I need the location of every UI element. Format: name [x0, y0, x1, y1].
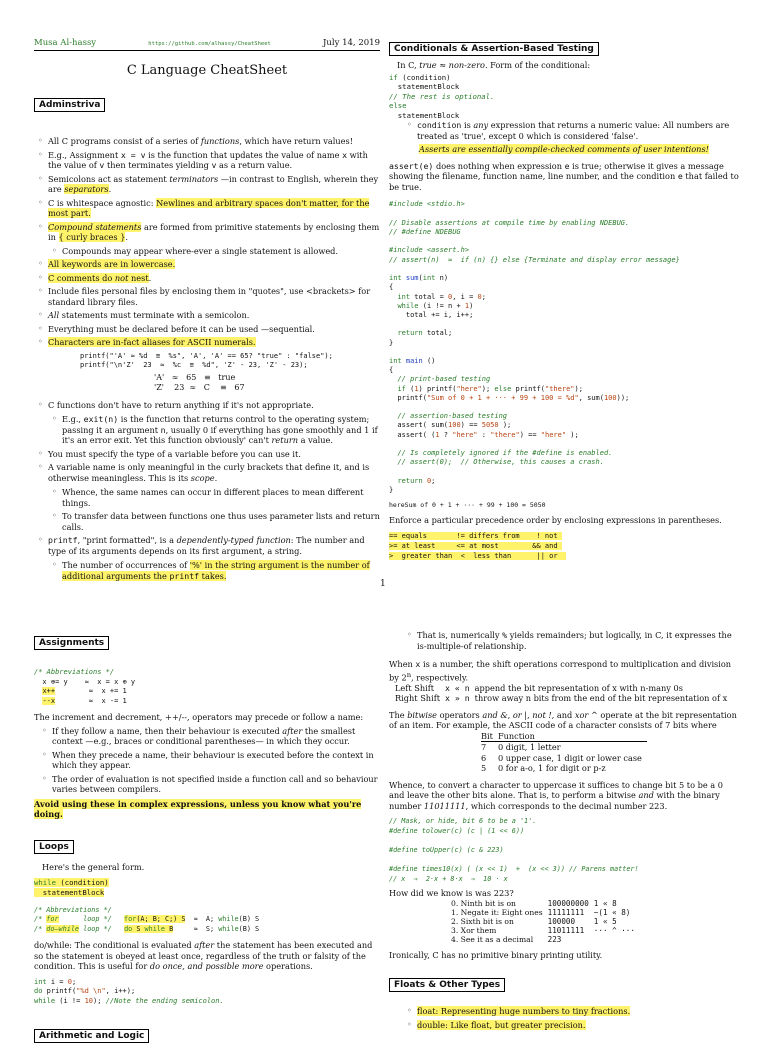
list-item: ◦ All statements must terminate with a semicolon. — [48, 310, 380, 321]
conditional-intro: In C, true ≈ non-zero. Form of the conditional: — [397, 60, 591, 70]
assert-example-code: #include <stdio.h> // Disable assertions at compile time by enabling NDEBUG. // #define NDEBUG #include <assert.h> // assert(n) ≈ if (n) {} else {Terminate and display error message} int sum(int n) { int total = 0, i = 0; while (i != n + 1) total += i, i++; return total; } int main () { // print-based testing if (1) printf("here"); else printf("there"); printf("Sum of 0 + 1 + ··· + 99 + 100 = %d", sum(100)); // assertion-based testing assert( sum(100) == 5050 ); assert( (1 ? "here" : "there") == "here" ); // Is completely ignored if the #define is enabled. // assert(0); // Otherwise, this causes a crash. return 0; } — [389, 200, 680, 494]
list-item: ◦ E.g., exit(n) is the function that returns control to the operating system; passing it an argument n, usually 0 if everything has gone smoothly and 1 if it's an error exit. Yet this function obviously' can't return a value. — [62, 414, 380, 446]
binary-printing-note: Ironically, C has no primitive binary printing utility. — [389, 949, 603, 960]
adminstriva-list — [34, 136, 380, 348]
table-row: 3. Xor them 11011111 ··· ^ ··· — [451, 925, 635, 935]
condition-note — [403, 120, 739, 141]
modulo-note — [403, 630, 739, 651]
list-item: ◦ float: Representing huge numbers to tiny fractions. — [417, 1006, 739, 1017]
increment-list — [38, 726, 380, 795]
section-heading-floats: Floats & Other Types — [389, 978, 505, 992]
list-item: ◦ Semicolons act as statement terminators —in contrast to English, wherein they are separators. — [48, 174, 380, 195]
table-row: 0. Ninth bit is on 100000000 1 « 8 — [451, 898, 617, 908]
precedence-note: Enforce a particular precedence order by enclosing expressions in parentheses. — [389, 514, 722, 525]
section-heading-arithmetic: Arithmetic and Logic — [34, 1029, 149, 1043]
repo-link[interactable]: https://github.com/alhassy/CheatSheet — [148, 41, 271, 47]
list-item: ◦ All keywords are in lowercase. — [48, 259, 380, 270]
list-item: ◦ double: Like float, but greater precision. — [417, 1020, 739, 1031]
list-item: ◦ Include files personal files by enclosing them in "quotes", use <brackets> for standard library files. — [48, 286, 380, 307]
operator-table: == equals != differs from ! not >= at least <= at most && and > greater than < less than || or — [389, 532, 567, 561]
list-item: ◦ C comments do not nest. — [48, 273, 380, 284]
section-heading-conditionals: Conditionals & Assertion-Based Testing — [389, 42, 599, 56]
list-item: ◦ The order of evaluation is not specified inside a function call and so behaviour varies between compilers. — [52, 774, 380, 795]
avoid-warning: Avoid using these in complex expressions, unless you know what you're doing. — [34, 798, 362, 820]
list-item: ◦ printf, "print formatted", is a dependently-typed function: The number and type of its arguments depends on its first argument, a string. ◦ The number of occurrences of '%' in the string argument is the number of additional arguments the printf takes. — [48, 535, 380, 581]
steps-table — [451, 899, 640, 944]
table-row: 4. See it as a decimal 223 — [451, 934, 562, 944]
list-item: ◦ Characters are in-fact aliases for ASCII numerals. — [48, 337, 380, 348]
left-column — [34, 38, 380, 584]
section-heading-adminstriva: Adminstriva — [34, 98, 105, 112]
list-item: ◦ C is whitespace agnostic: Newlines and arbitrary spaces don't matter, for the most part. — [48, 198, 380, 219]
section-heading-assignments: Assignments — [34, 636, 109, 650]
right-column — [389, 36, 739, 561]
table-row: Left Shift x « n append the bit representation of x with n-many 0s — [395, 682, 683, 693]
author: Musa Al-hassy — [34, 38, 97, 48]
list-item: ◦ condition is any expression that returns a numeric value: All numbers are treated as 'true', except 0 which is considered 'false'. — [417, 120, 739, 141]
page-2 — [0, 612, 768, 1041]
conditional-code: if (condition) statementBlock // The rest is optional. else statementBlock — [389, 72, 495, 120]
table-row: Right Shift x » n throw away n bits from the end of the bit representation of x — [395, 693, 728, 704]
loops-intro: Here's the general form. — [42, 861, 145, 872]
list-item: ◦ All C programs consist of a series of functions, which have return values! — [48, 136, 380, 147]
dowhile-code: int i = 0; do printf("%d \n", i++); while (i != 10); //Note the ending semicolon. — [34, 977, 224, 1006]
shift-intro: When x is a number, the shift operations correspond to multiplication and division by 2$^n$, respectively. — [389, 659, 732, 683]
section-heading-loops: Loops — [34, 840, 74, 854]
assert-callout: Asserts are essentially compile-checked comments of user intentions! — [419, 144, 709, 155]
assignment-abbrev-code: /* Abbreviations */ x ⊕= y ≈ x = x ⊕ y x++ ≈ x += 1 --x ≈ x -= 1 — [34, 668, 136, 705]
left-column-2 — [34, 630, 380, 1043]
page-title: C Language CheatSheet — [126, 63, 288, 78]
header-bar — [34, 38, 380, 51]
bit-table — [481, 731, 647, 774]
list-item: ◦ E.g., Assignment x = v is the function that updates the value of name x with the value of v then terminates yielding v as a return value. — [48, 150, 380, 171]
loop-abbrev-code: /* Abbreviations */ /* for loop */ for(A; B; C;) S ≈ A; while(B) S /* do–while loop */ do S while B ≈ S; while(B) S — [34, 905, 260, 933]
page-number: 1 — [380, 579, 386, 589]
adminstriva-list-2 — [34, 400, 380, 582]
right-column-2 — [389, 630, 739, 1033]
list-item: ◦ To transfer data between functions one thus uses parameter lists and return calls. — [62, 511, 380, 532]
list-item: ◦ Everything must be declared before it can be used —sequential. — [48, 324, 380, 335]
table-row: 1. Negate it: Eight ones 11111111 ~(1 « 8) — [451, 907, 631, 917]
list-item: ◦ The number of occurrences of '%' in the string argument is the number of additional arguments the printf takes. — [62, 560, 380, 581]
list-item: ◦ Whence, the same names can occur in different places to mean different things. — [62, 487, 380, 508]
list-item: ◦ You must specify the type of a variable before you can use it. — [48, 449, 380, 460]
table-row: 6 0 upper case, 1 digit or lower case — [481, 752, 642, 763]
uppercase-explanation: Whence, to convert a character to uppercase it suffices to change bit 5 to be a 0 and leave the other bits alone. That is, to perform a bitwise and with the binary number 11011111, which corresponds to the decimal number 223. — [389, 779, 723, 811]
program-output: hereSum of 0 + 1 + ··· + 99 + 100 = 5050 — [389, 500, 546, 509]
printf-code: printf("'A' ≈ %d ≡ %s", 'A', 'A' == 65? "true" : "false"); printf("\n'Z' 23 ≈ %c ≡ %d", 'Z' - 23, 'Z' - 23); — [80, 351, 333, 370]
table-row: 5 0 for a-o, 1 for digit or p-z — [481, 763, 606, 774]
list-item: ◦ Compound statements are formed from primitive statements by enclosing them in { curly braces }. ◦ Compounds may appear where-ever a single statement is allowed. — [48, 222, 380, 257]
bitmask-code: // Mask, or hide, bit 6 to be a '1'. #define tolower(c) (c | (1 << 6)) #define toUpper(c) (c & 223) #define times10(x) ( (x << 1) + (x << 3)) // Parens matter! // x ⇒ 2·x + 8·x ⇒ 10 · x — [389, 817, 639, 883]
table-row: 7 0 digit, 1 letter — [481, 742, 647, 753]
bitwise-intro: The bitwise operators and &, or |, not !, and xor ^ operate at the bit representation of an item. For example, the ASCII code of a character consists of 7 bits where — [389, 709, 737, 731]
floats-list — [403, 1006, 739, 1030]
table-row: 2. Sixth bit is on 100000 1 « 5 — [451, 916, 617, 926]
shift-table — [395, 683, 732, 704]
list-item: ◦ That is, numerically % yields remainders; but logically, in C, it expresses the is-multiple-of relationship. — [417, 630, 739, 651]
how-223: How did we know is was 223? — [389, 888, 514, 899]
list-item: ◦ When they precede a name, their behaviour is executed before the context in which they appear. — [52, 750, 380, 771]
list-item: ◦ C functions don't have to return anything if it's not appropriate. ◦ E.g., exit(n) is the function that returns control to the operating system; passing it an argument n, usually 0 if everything has gone smoothly and 1 if it's an error exit. Yet this function obviously' can't return a value. — [48, 400, 380, 446]
dowhile-explanation: do/while: The conditional is evaluated after the statement has been executed and so the statement is obeyed at least once, regardless of the truth or falsity of the condition. This is useful for do once, and possible more operations. — [34, 940, 373, 972]
list-item: ◦ A variable name is only meaningful in the curly brackets that define it, and is otherwise meaningless. This is its scope. ◦ Whence, the same names can occur in different places to mean different things. ◦ To transfer data between functions one thus uses parameter lists and return calls. — [48, 462, 380, 532]
list-item: ◦ If they follow a name, then their behaviour is executed after the smallest context —e.g., braces or conditional parentheses— in which they occur. — [52, 726, 380, 747]
while-code: while (condition) statementBlock — [34, 878, 109, 897]
date: July 14, 2019 — [323, 38, 380, 48]
increment-intro: The increment and decrement, ++/--, operators may precede or follow a name: — [34, 712, 364, 723]
assert-description: assert(e) does nothing when expression e is true; otherwise it gives a message showing the filename, function name, line number, and the condition e that failed to be true. — [389, 160, 739, 192]
table-row: Bit Function — [481, 730, 535, 741]
ascii-equivalences: 'A' ≈ 65 ≡ true 'Z' 23 ≈ C ≡ 67 — [154, 372, 245, 393]
list-item: ◦ Compounds may appear where-ever a single statement is allowed. — [62, 246, 380, 257]
